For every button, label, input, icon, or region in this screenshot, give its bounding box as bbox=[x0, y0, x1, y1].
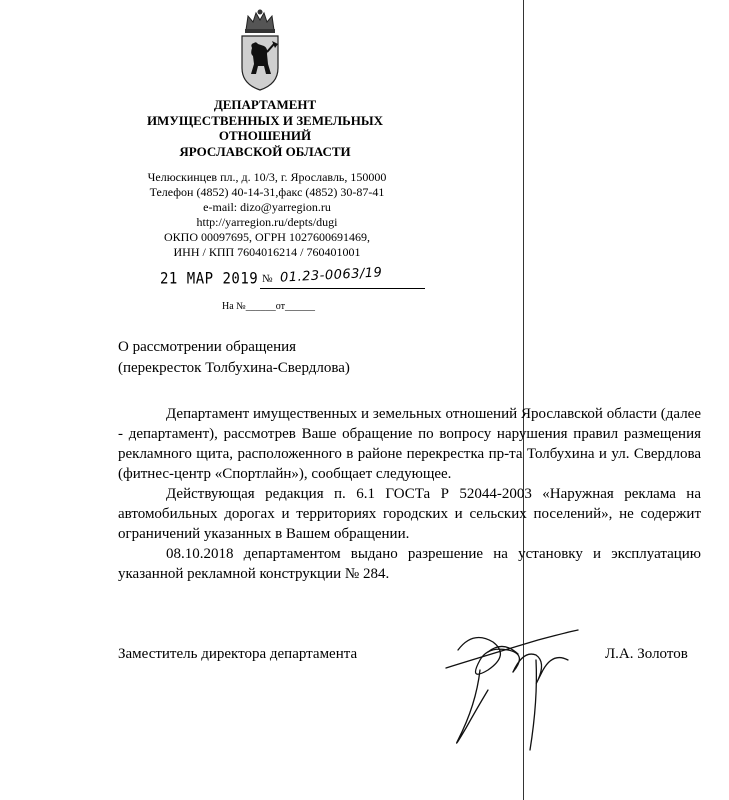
registration-number: 01.23-0063/19 bbox=[279, 265, 383, 286]
address: Челюскинцев пл., д. 10/3, г. Ярославль, 150000 bbox=[147, 170, 387, 184]
letter-body bbox=[118, 404, 701, 584]
stamp-date: 21 МАР 2019 bbox=[160, 269, 259, 289]
signatory-name: Л.А. Золотов bbox=[605, 646, 688, 662]
body-paragraph: 08.10.2018 департаментом выдано разрешение на установку и эксплуатацию указанной рекламной конструкции № 284. bbox=[118, 546, 701, 582]
coat-of-arms-icon bbox=[234, 8, 286, 92]
number-underline bbox=[260, 288, 425, 289]
inn-kpp: ИНН / КПП 7604016214 / 760401001 bbox=[173, 245, 361, 259]
signatory-title: Заместитель директора департамента bbox=[118, 646, 358, 662]
body-paragraph: Департамент имущественных и земельных отношений Ярославской области (далее - департамент), рассмотрев Ваше обращение по вопросу нарушения правил размещения рекламного щита, расположенного в районе перекрестка пр-та Толбухина и ул. Свердлова (фитнес-центр «Спортлайн»), сообщает следующее. bbox=[118, 406, 701, 482]
email: e-mail: dizo@yarregion.ru bbox=[203, 200, 331, 214]
phone-fax: Телефон (4852) 40-14-31,факс (4852) 30-87-41 bbox=[149, 185, 385, 199]
subject-line: (перекресток Толбухина-Свердлова) bbox=[118, 360, 350, 376]
department-line: ЯРОСЛАВСКОЙ ОБЛАСТИ bbox=[179, 143, 351, 159]
department-line: ОТНОШЕНИЙ bbox=[218, 128, 312, 143]
letter-subject bbox=[118, 337, 350, 379]
handwritten-signature-icon bbox=[418, 610, 598, 760]
department-line: ИМУЩЕСТВЕННЫХ И ЗЕМЕЛЬНЫХ bbox=[146, 112, 384, 128]
subject-line: О рассмотрении обращения bbox=[118, 339, 297, 355]
department-name bbox=[120, 97, 410, 159]
okpo-ogrn: ОКПО 00097695, ОГРН 1027600691469, bbox=[164, 230, 370, 244]
registration-stamp bbox=[160, 265, 420, 291]
number-sign: № bbox=[262, 273, 273, 285]
department-line: ДЕПАРТАМЕНТ bbox=[213, 97, 317, 112]
website: http://yarregion.ru/depts/dugi bbox=[196, 215, 338, 229]
body-paragraph: Действующая редакция п. 6.1 ГОСТа Р 52044-2003 «Наружная реклама на автомобильных дорогах и территориях городских и сельских поселений», не содержит ограничений указанных в Вашем обращении. bbox=[118, 486, 701, 542]
reference-line: На №______от______ bbox=[222, 301, 315, 312]
department-contacts bbox=[112, 170, 422, 260]
